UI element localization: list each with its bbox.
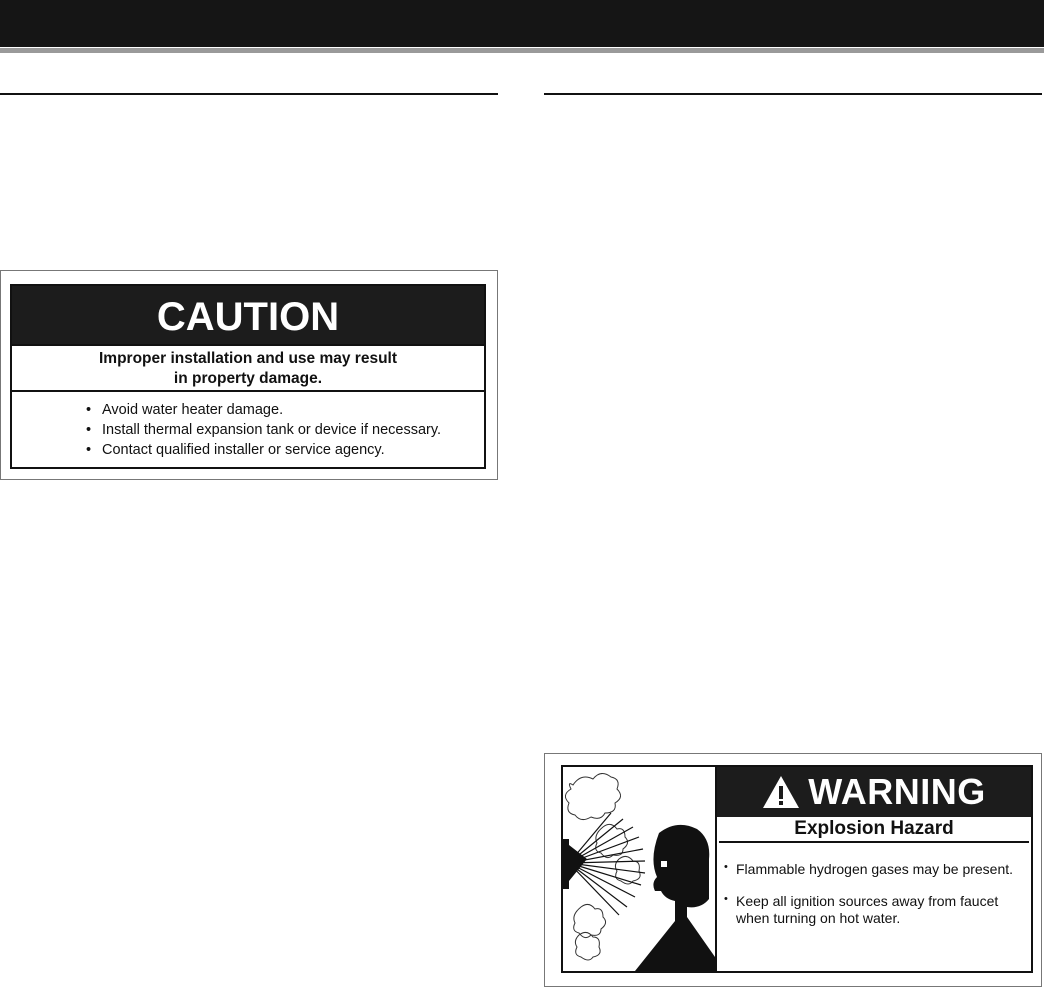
caution-list-item: • Install thermal expansion tank or device if necessary. (86, 420, 484, 440)
caution-list-item: • Contact qualified installer or service agency. (86, 440, 484, 460)
warning-list-item: • Keep all ignition sources away from faucet when turning on hot water. (724, 893, 1031, 927)
caution-list (12, 392, 484, 460)
caution-title: CAUTION (12, 286, 484, 344)
caution-label (0, 270, 498, 480)
caution-label-border (10, 284, 486, 469)
warning-label (544, 753, 1042, 987)
warning-triangle-icon (762, 775, 800, 809)
warning-list (717, 843, 1031, 927)
header-accent-rule (0, 48, 1044, 53)
warning-text-panel (717, 767, 1031, 971)
page-header-bar (0, 0, 1044, 47)
warning-list-item: • Flammable hydrogen gases may be present. (724, 861, 1031, 878)
warning-subtitle: Explosion Hazard (719, 817, 1029, 843)
caution-subtitle (12, 344, 484, 392)
right-column-rule (544, 93, 1042, 95)
warning-label-border (561, 765, 1033, 973)
caution-subtitle-line2: in property damage. (173, 370, 323, 387)
explosion-person-icon (563, 767, 717, 971)
caution-list-item: • Avoid water heater damage. (86, 400, 484, 420)
left-column-rule (0, 93, 498, 95)
warning-title: WARNING (808, 771, 986, 812)
warning-header (717, 767, 1031, 817)
caution-subtitle-line1: Improper installation and use may result (98, 350, 398, 367)
